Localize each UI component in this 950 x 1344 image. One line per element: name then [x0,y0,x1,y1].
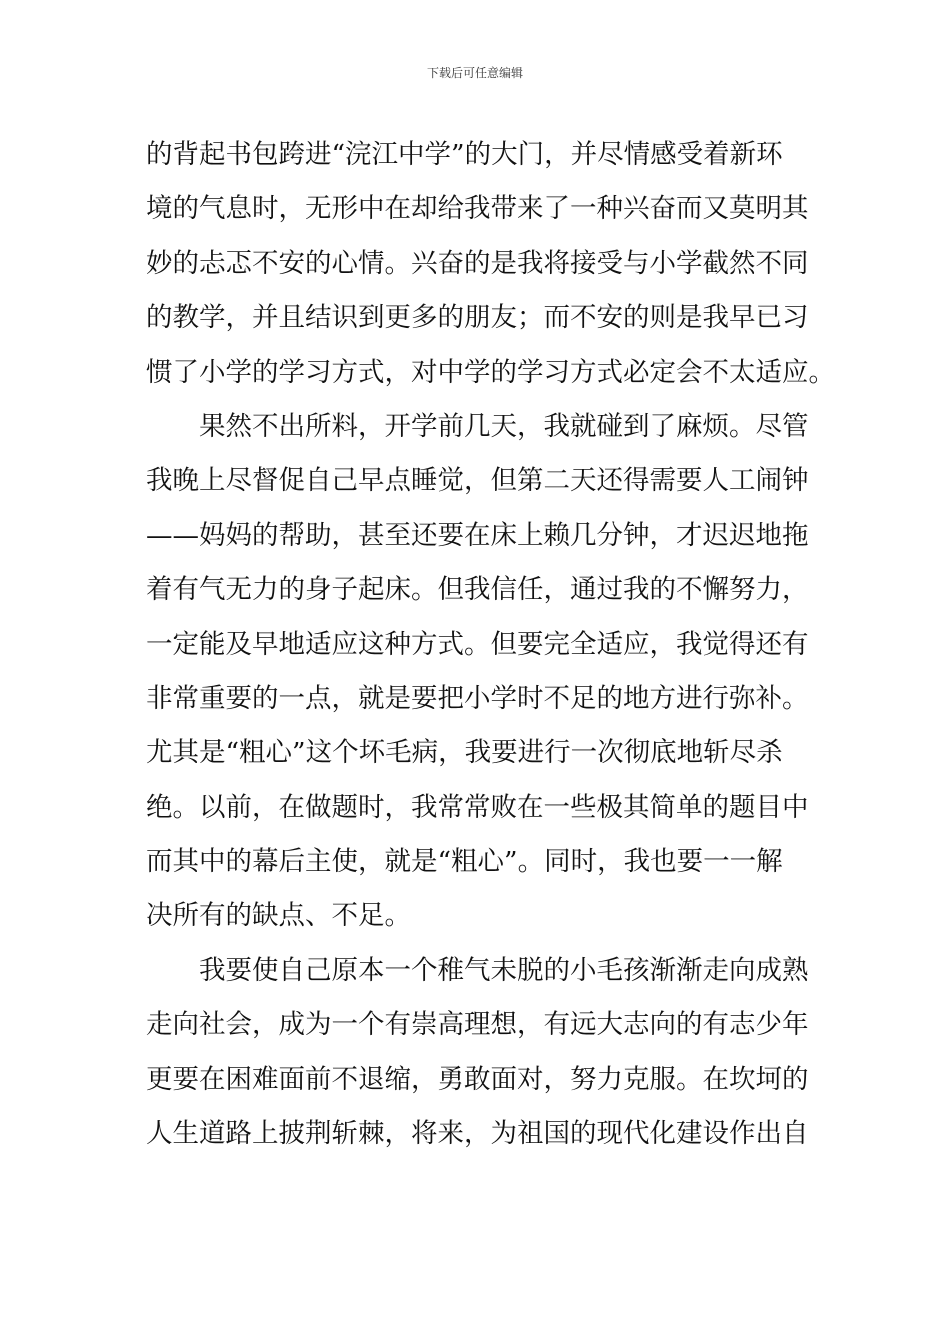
page-header: 下载后可任意编辑 [426,66,523,80]
text-line: 非常重要的一点，就是要把小学时不足的地方进行弥补。 [146,682,809,714]
text-line: 更要在困难面前不退缩，勇敢面对，努力克服。在坎坷的 [146,1063,809,1095]
text-line: 我要使自己原本一个稚气未脱的小毛孩渐渐走向成熟 [199,954,809,986]
text-line: 妙的忐忑不安的心情。兴奋的是我将接受与小学截然不同 [146,247,809,279]
text-line: 的背起书包跨进“浣江中学”的大门，并尽情感受着新环 [146,139,783,170]
text-line: ——妈妈的帮助，甚至还要在床上赖几分钟，才迟迟地拖 [146,519,809,551]
body-text [146,128,835,1161]
text-line: 尤其是“粗心”这个坏毛病，我要进行一次彻底地斩尽杀 [146,737,783,769]
text-line: 惯了小学的学习方式，对中学的学习方式必定会不太适应。 [146,356,835,388]
text-line: 决所有的缺点、不足。 [146,900,411,932]
text-line: 境的气息时，无形中在却给我带来了一种兴奋而又莫明其 [146,193,809,225]
text-line: 着有气无力的身子起床。但我信任，通过我的不懈努力， [146,574,809,606]
text-line: 我晚上尽督促自己早点睡觉，但第二天还得需要人工闹钟 [146,465,809,497]
text-line: 而其中的幕后主使，就是“粗心”。同时，我也要一一解 [146,846,783,878]
text-line: 人生道路上披荆斩棘，将来，为祖国的现代化建设作出自 [146,1118,809,1150]
text-line: 的教学，并且结识到更多的朋友；而不安的则是我早已习 [146,302,809,334]
text-line: 走向社会，成为一个有崇高理想，有远大志向的有志少年 [146,1009,809,1041]
text-line: 一定能及早地适应这种方式。但要完全适应，我觉得还有 [146,628,809,660]
text-line: 果然不出所料，开学前几天，我就碰到了麻烦。尽管 [199,410,809,442]
text-line: 绝。以前，在做题时，我常常败在一些极其简单的题目中 [146,791,809,823]
